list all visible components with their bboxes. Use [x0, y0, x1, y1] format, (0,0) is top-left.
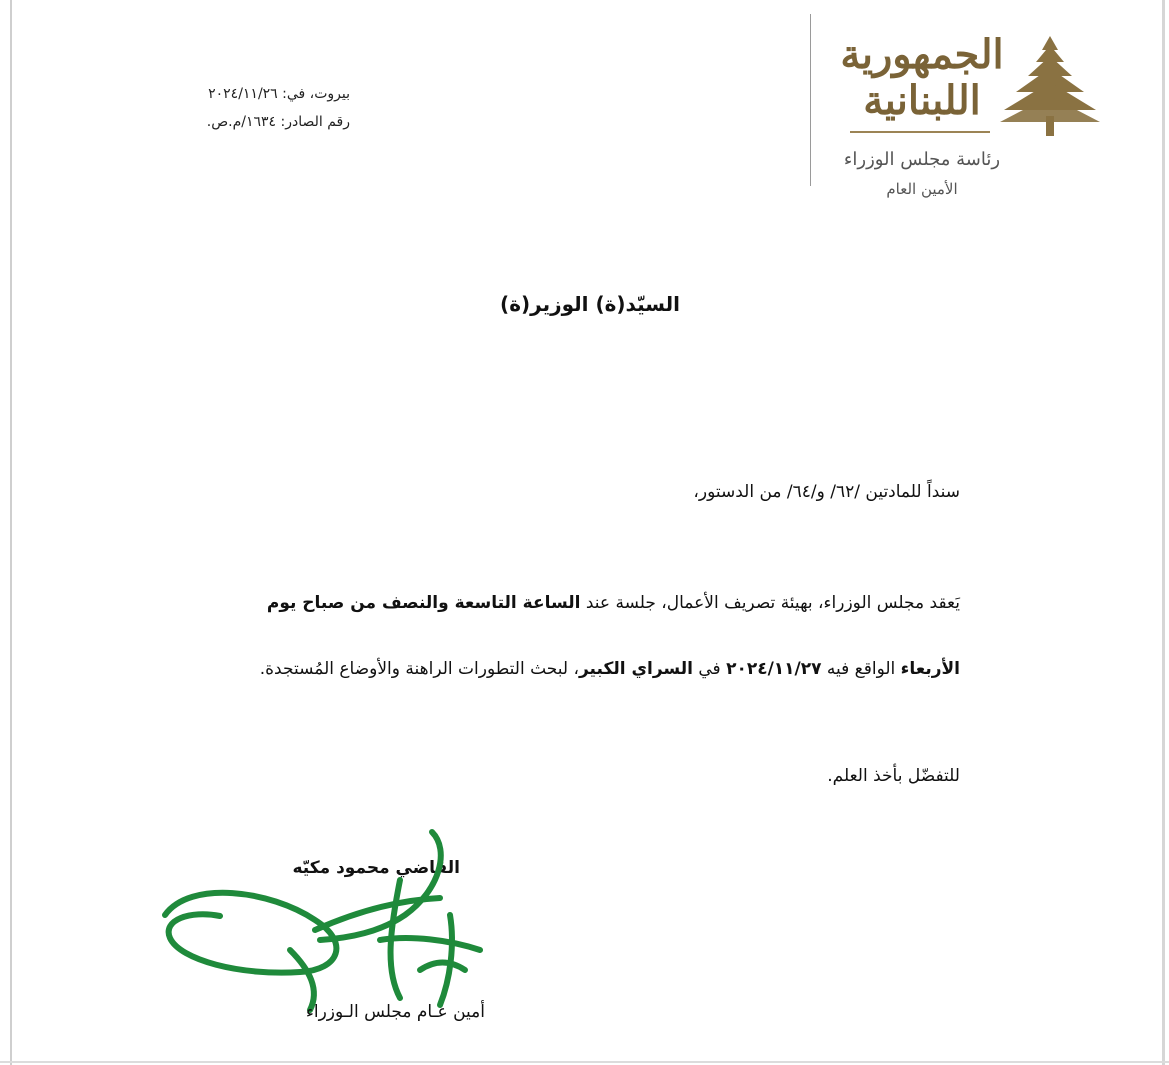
page-bottom-edge [0, 1061, 1169, 1063]
letter-meta [150, 80, 350, 136]
paragraph-meeting-line-1 [100, 586, 960, 620]
meeting-intro: يَعقد مجلس الوزراء، بهيئة تصريف الأعمال، جلسة عند [580, 593, 960, 613]
page-right-edge [1162, 0, 1165, 1065]
handwritten-signature [150, 820, 520, 1015]
salutation: السيّد(ة) الوزير(ة) [500, 292, 680, 316]
signatory-name: القاضي محمود مكيّه [292, 858, 460, 878]
meeting-time: الساعة التاسعة والنصف من صباح يوم [266, 593, 581, 613]
meeting-date: ٢٠٢٤/١١/٢٧ [726, 659, 822, 679]
meeting-connector-2: في [692, 659, 727, 679]
presidency-label: رئاسة مجلس الوزراء [843, 149, 1001, 170]
cedar-tree-icon [998, 32, 1102, 140]
meeting-day: الأربعاء [900, 659, 960, 679]
meeting-purpose: ، لبحث التطورات الراهنة والأوضاع المُستجدة. [259, 659, 579, 679]
date-line: بيروت، في: ٢٠٢٤/١١/٢٦ [208, 86, 350, 102]
letterhead [810, 14, 1160, 204]
emblem-line-2: اللبنانية [863, 77, 981, 124]
emblem-title [832, 32, 1012, 124]
meeting-connector-1: الواقع فيه [821, 659, 901, 679]
page-left-edge [10, 0, 12, 1065]
emblem-underline [850, 131, 990, 133]
signatory-title: أمين عـام مجلس الـوزراء [305, 1002, 485, 1022]
reference-line: رقم الصادر: ١٦٣٤/م.ص. [206, 114, 350, 130]
paragraph-legal-basis: سنداً للمادتين /٦٢/ و/٦٤/ من الدستور، [693, 482, 960, 502]
paragraph-meeting-line-2 [100, 652, 960, 686]
meeting-venue: السراي الكبير [578, 659, 693, 679]
letterhead-divider [810, 14, 811, 186]
paragraph-closing: للتفضّل بأخذ العلم. [827, 766, 960, 786]
secretary-general-label: الأمين العام [886, 180, 958, 198]
emblem-line-1: الجمهورية [840, 31, 1004, 78]
